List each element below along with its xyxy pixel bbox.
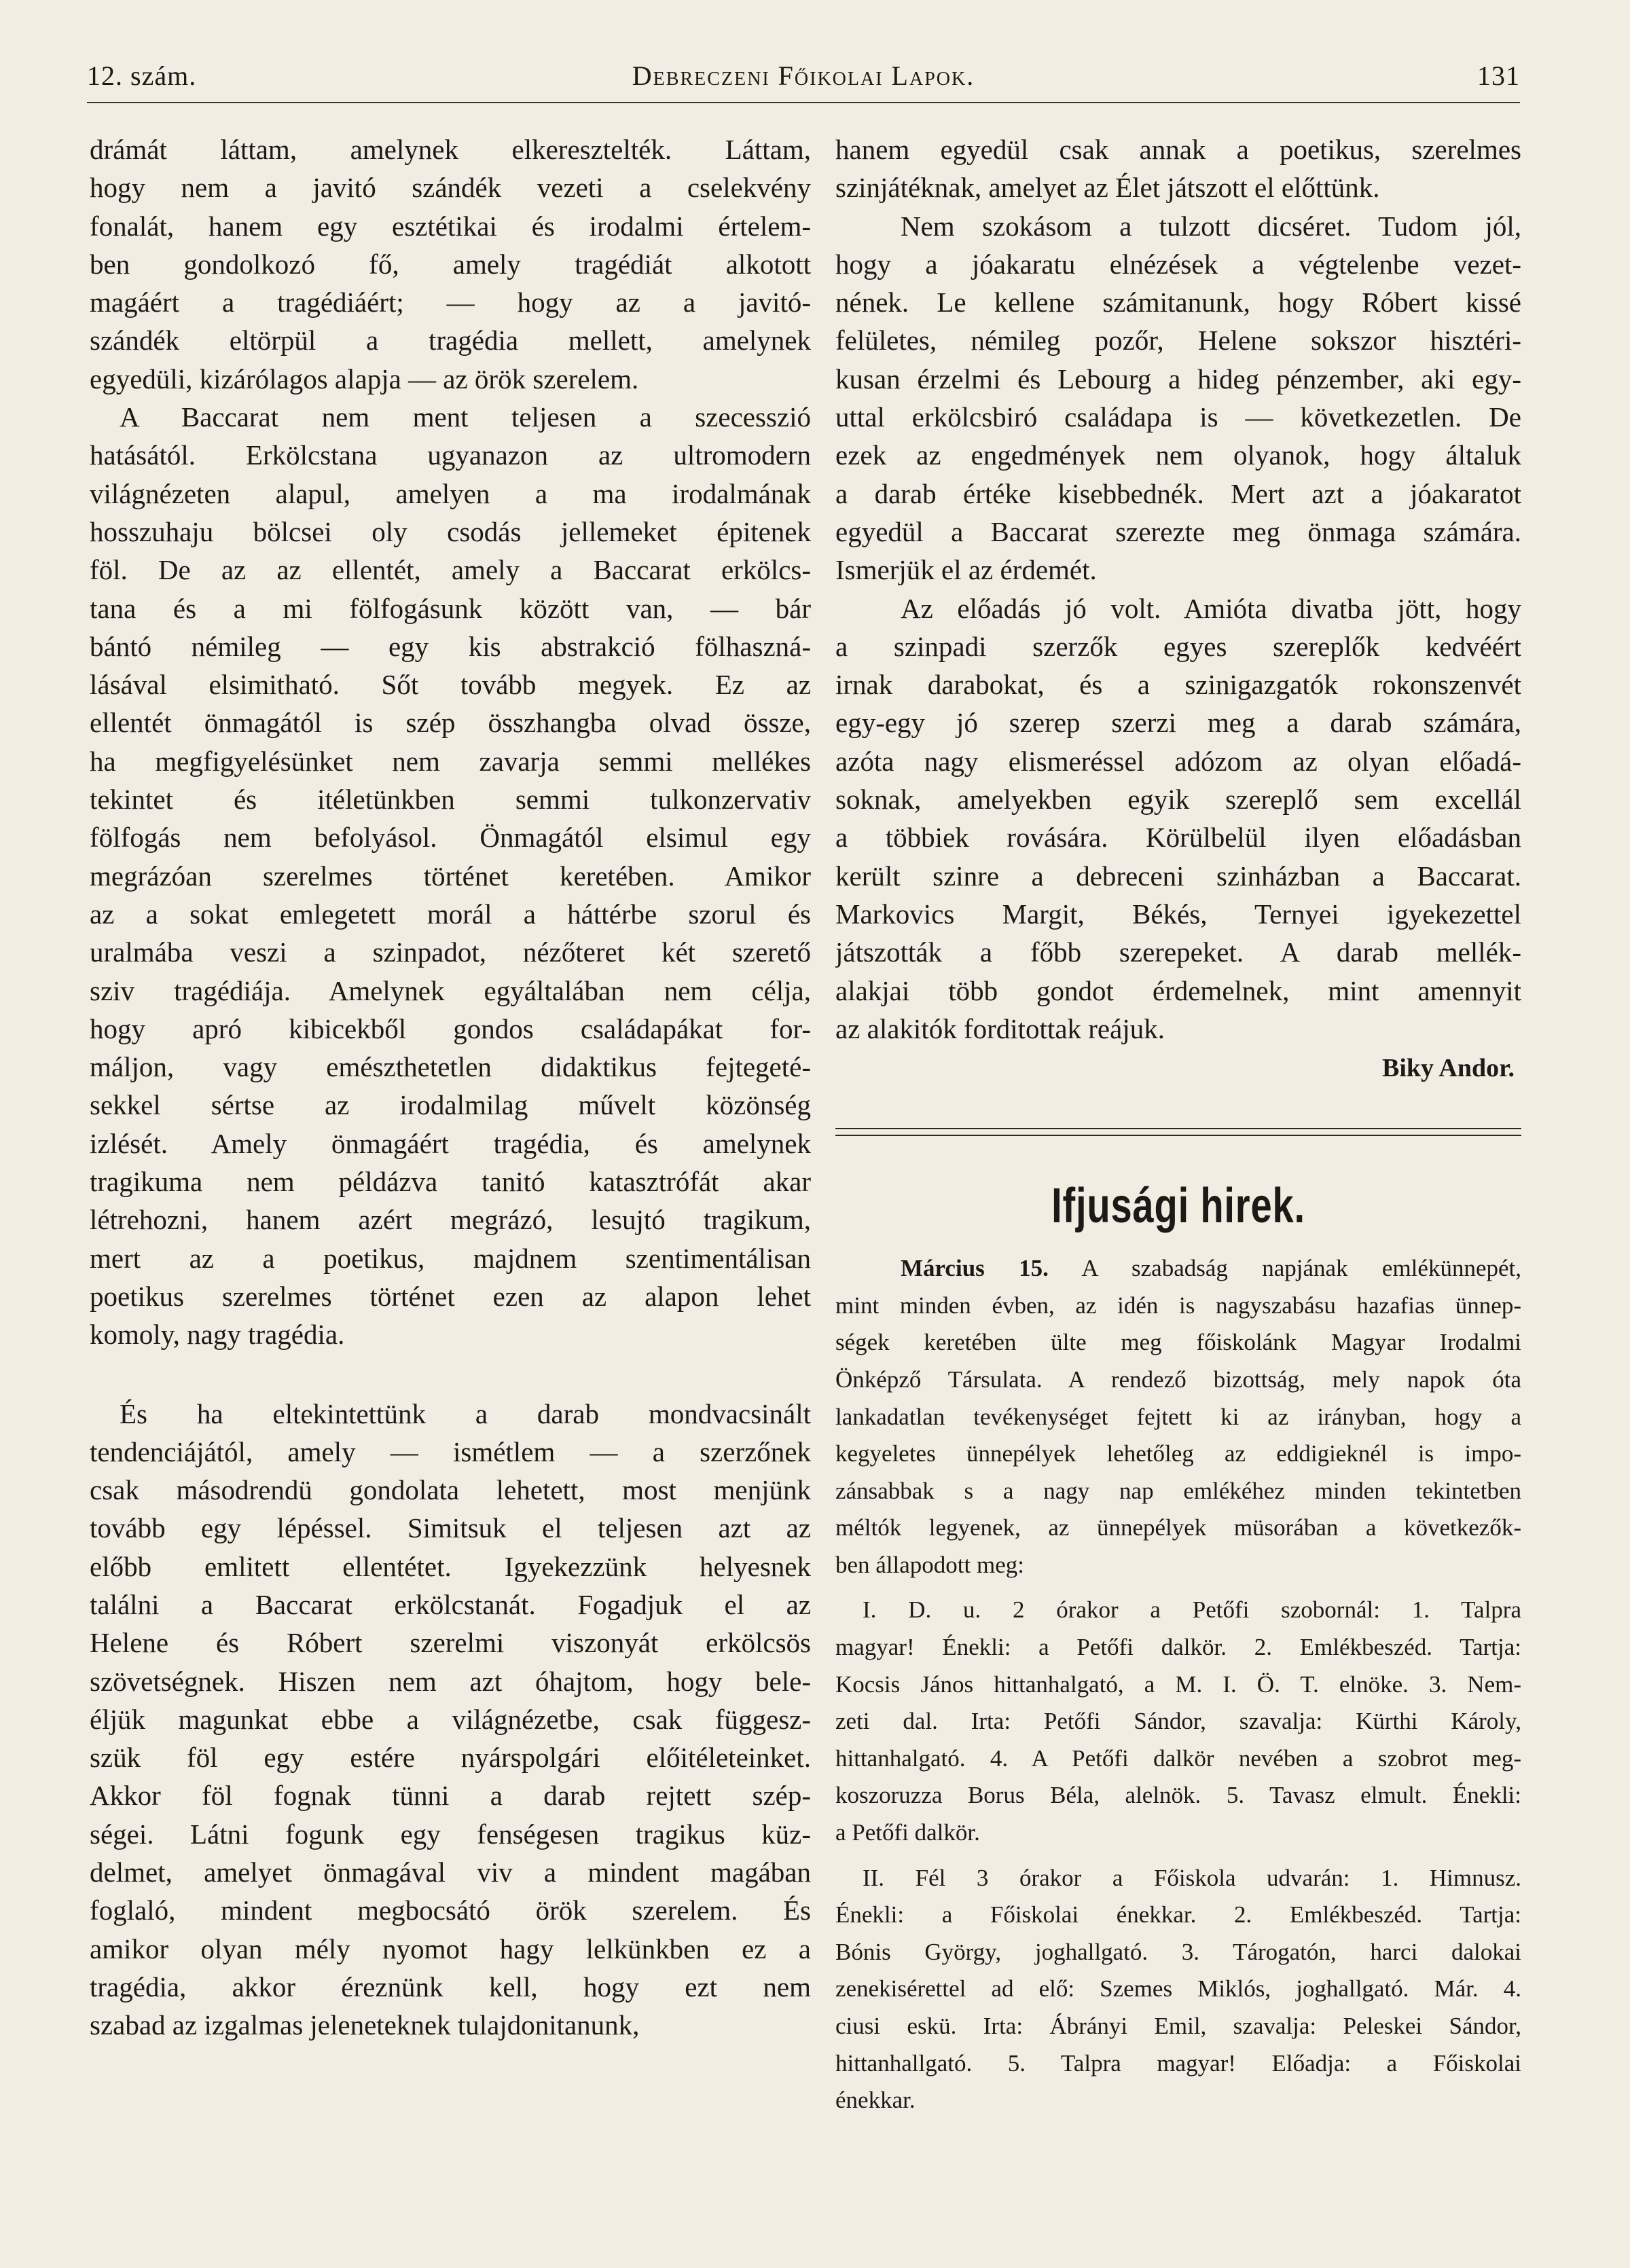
section-title: Ifjusági hirek.: [1051, 1179, 1305, 1234]
text-line: tekintet és itéletünkben semmi tulkonzervativ: [90, 784, 811, 816]
text-line: hittanhallgató. 5. Talpra magyar! Előadja: a Főiskolai: [835, 2049, 1521, 2077]
text-line: És ha eltekintettünk a darab mondvacsinált: [120, 1397, 811, 1429]
text-line: I. D. u. 2 órakor a Petőfi szobornál: 1. Talpra: [863, 1596, 1521, 1624]
text-line: zánsabbak s a nagy nap emlékéhez minden tekintetben: [835, 1477, 1521, 1504]
text-line: az alakitók forditottak reájuk.: [835, 1012, 1165, 1044]
text-line: tana és a mi fölfogásunk között van, — bár: [90, 592, 811, 624]
text-line: II. Fél 3 órakor a Főiskola udvarán: 1. Himnusz.: [863, 1864, 1521, 1891]
text-line: a szinpadi szerzők egyes szereplők kedvéért: [835, 630, 1521, 662]
text-line: föl. De az az ellentét, amely a Baccarat erkölcs-: [90, 554, 811, 586]
text-line: hosszuhaju bölcsei oly csodás jellemeket épitenek: [90, 515, 811, 547]
text-line: uttal erkölcsbiró családapa is — következetlen. De: [835, 401, 1521, 433]
text-line: Énekli: a Főiskolai énekkar. 2. Emlékbeszéd. Tartja:: [835, 1901, 1521, 1928]
text-line: soknak, amelyekben egyik szereplő sem excellál: [835, 784, 1521, 816]
left-column: [90, 130, 811, 2045]
text-line: ben állapodott meg:: [835, 1551, 1024, 1578]
text-line: fonalát, hanem egy esztétikai és irodalmi értelem-: [90, 210, 811, 242]
text-line: fölfogás nem befolyásol. Önmagától elsimul egy: [90, 822, 811, 854]
text-line: ezek az engedmények nem olyanok, hogy általuk: [835, 439, 1521, 471]
text-line: hittanhalgató. 4. A Petőfi dalkör nevében a szobrot meg-: [835, 1744, 1521, 1772]
text-line: uralmába veszi a szinpadot, nézőteret két szerető: [90, 936, 811, 968]
text-line: ben gondolkozó fő, amely tragédiát alkotott: [90, 248, 811, 280]
text-line: drámát láttam, amelynek elkeresztelték. Láttam,: [90, 134, 811, 165]
text-line: lásával elsimitható. Sőt tovább megyek. Ez az: [90, 669, 811, 701]
text-line: egyedül a Baccarat szerezte meg önmaga számára.: [835, 515, 1521, 547]
text-line: mert az a poetikus, majdnem szentimentálisan: [90, 1242, 811, 1274]
text-line: hogy nem a javitó szándék vezeti a cselekvény: [90, 172, 811, 204]
text-line: egyedüli, kizárólagos alapja — az örök szerelem.: [90, 363, 639, 395]
text-line: hanem egyedül csak annak a poetikus, szerelmes: [835, 134, 1521, 165]
text-line: zeti dal. Irta: Petőfi Sándor, szavalja: Kürthi Károly,: [835, 1708, 1521, 1735]
text-line: hogy apró kibicekből gondos családapákat for-: [90, 1012, 811, 1044]
text-line: szük föl egy estére nyárspolgári előitéleteinket.: [90, 1742, 811, 1774]
paragraph-gap: [835, 1852, 1521, 1860]
text-line: létrehozni, hanem azért megrázó, lesujtó tragikum,: [90, 1204, 811, 1236]
author-signature: Biky Andor.: [1381, 1054, 1515, 1083]
text-line: sziv tragédiája. Amelynek egyáltalában nem célja,: [90, 974, 811, 1006]
text-line: amikor olyan mély nyomot hagy lelkünkben ez a: [90, 1933, 811, 1964]
text-line: komoly, nagy tragédia.: [90, 1319, 345, 1351]
text-line: tragikuma nem példázva tanitó katasztrófát akar: [90, 1166, 811, 1198]
text-line: izlését. Amely önmagáért tragédia, és amelynek: [90, 1127, 811, 1159]
text-line: a többiek rovására. Körülbelül ilyen előadásban: [835, 822, 1521, 854]
text-line: Kocsis János hittanhalgató, a M. I. Ö. T. elnöke. 3. Nem-: [835, 1670, 1521, 1698]
text-line: ha megfigyelésünket nem zavarja semmi mellékes: [90, 745, 811, 777]
text-line: ségei. Látni fogunk egy fenségesen tragikus küz-: [90, 1818, 811, 1850]
text-line: lankadatlan tevékenységet fejtett ki az irányban, hogy a: [835, 1403, 1521, 1430]
text-line: nének. Le kellene számitanunk, hogy Róbert kissé: [835, 287, 1521, 318]
text-line: Bónis György, joghallgató. 3. Tárogatón, harci dalokai: [835, 1938, 1521, 1965]
text-line: ségek keretében ülte meg főiskolánk Magyar Irodalmi: [835, 1329, 1521, 1356]
text-line: tendenciájától, amely — ismétlem — a szerzőnek: [90, 1435, 811, 1467]
text-line: Markovics Margit, Békés, Ternyei igyekezettel: [835, 898, 1521, 930]
text-line: A Baccarat nem ment teljesen a szecesszió: [120, 401, 811, 433]
text-line: éljük magunkat ebbe a világnézetbe, csak függesz-: [90, 1703, 811, 1735]
text-line: koszoruzza Borus Béla, alelnök. 5. Tavasz elmult. Énekli:: [835, 1782, 1521, 1809]
text-line: magáért a tragédiáért; — hogy az a javitó-: [90, 287, 811, 318]
text-line: poetikus szerelmes történet ezen az alapon lehet: [90, 1280, 811, 1312]
text-line: tragédia, akkor éreznünk kell, hogy ezt nem: [90, 1971, 811, 2002]
text-line: Az előadás jó volt. Amióta divatba jött, hogy: [901, 592, 1521, 624]
text-line: foglaló, mindent megbocsátó örök szerelem. És: [90, 1895, 811, 1926]
issue-number: 12. szám.: [87, 60, 197, 91]
text-line: hogy a jóakaratu elnézések a végtelenbe vezet-: [835, 248, 1521, 280]
text-line: szándék eltörpül a tragédia mellett, amelynek: [90, 325, 811, 356]
paragraph-gap: [835, 1584, 1521, 1592]
right-column: [835, 130, 1521, 2119]
text-line: azóta nagy elismeréssel adózom az olyan előadá-: [835, 745, 1521, 777]
text-line: kusan érzelmi és Lebourg a hideg pénzember, aki egy-: [835, 363, 1521, 395]
text-line: szinjátéknak, amelyet az Élet játszott el előttünk.: [835, 172, 1380, 204]
text-line: világnézeten alapul, amelyen a ma irodalmának: [90, 477, 811, 509]
right-column-text: [835, 130, 1521, 1048]
text-line: hatásától. Erkölcstana ugyanazon az ultromodern: [90, 439, 811, 471]
text-line: egy-egy jó szerep szerzi meg a darab számára,: [835, 707, 1521, 739]
text-line: csak másodrendü gondolata lehetett, most menjünk: [90, 1474, 811, 1506]
text-line: előbb emlitett ellentétet. Igyekezzünk helyesnek: [90, 1550, 811, 1582]
text-line: megrázóan szerelmes történet keretében. Amikor: [90, 860, 811, 892]
text-line: Ismerjük el az érdemét.: [835, 554, 1097, 586]
page-number: 131: [1477, 60, 1520, 91]
text-line: játszották a főbb szerepeket. A darab mellék-: [835, 936, 1521, 968]
text-line: a Petőfi dalkör.: [835, 1819, 980, 1846]
left-column-text: [90, 130, 811, 2045]
text-line: zenekisérettel ad elő: Szemes Miklós, joghallgató. Már. 4.: [835, 1975, 1521, 2002]
text-line: delmet, amelyet önmagával viv a mindent magában: [90, 1857, 811, 1888]
text-line: került szinre a debreceni szinházban a Baccarat.: [835, 860, 1521, 892]
text-line: találni a Baccarat erkölcstanát. Fogadjuk el az: [90, 1588, 811, 1620]
text-line: kegyeletes ünnepélyek lehetőleg az eddigieknél is impo-: [835, 1440, 1521, 1467]
text-line: mint minden évben, az idén is nagyszabásu hazafias ünnep-: [835, 1292, 1521, 1319]
text-line: irnak darabokat, és a szinigazgatók rokonszenvét: [835, 669, 1521, 701]
text-line: felületes, némileg pozőr, Helene sokszor hisztéri-: [835, 325, 1521, 356]
header-rule: [87, 102, 1520, 103]
text-line: ciusi eskü. Irta: Ábrányi Emil, szavalja: Peleskei Sándor,: [835, 2013, 1521, 2039]
text-line: szövetségnek. Hiszen nem azt óhajtom, hogy bele-: [90, 1665, 811, 1697]
text-line: Nem szokásom a tulzott dicséret. Tudom jól,: [901, 210, 1521, 242]
text-line: Március 15. A szabadság napjának emlékünnepét,: [901, 1255, 1521, 1282]
news-section-text: [835, 1250, 1521, 2119]
text-line: szabad az izgalmas jeleneteknek tulajdonitanunk,: [90, 2009, 640, 2041]
text-line: az a sokat emlegetett morál a háttérbe szorul és: [90, 898, 811, 930]
text-line: sekkel sértse az irodalmilag művelt közönség: [90, 1089, 811, 1121]
text-line: tovább egy lépéssel. Simitsuk el teljesen azt az: [90, 1512, 811, 1544]
text-line: méltók legyenek, az ünnepélyek müsorában a következők-: [835, 1514, 1521, 1541]
text-line: ellentét önmagától is szép összhangba olvad össze,: [90, 707, 811, 739]
lead-date: Március 15.: [901, 1255, 1049, 1282]
text-line: énekkar.: [835, 2087, 916, 2114]
section-divider: [835, 1128, 1521, 1136]
text-line: bántó némileg — egy kis abstrakció fölhaszná-: [90, 630, 811, 662]
publication-title: Debreczeni Főikolai Lapok.: [632, 60, 975, 91]
text-line: magyar! Énekli: a Petőfi dalkör. 2. Emlékbeszéd. Tartja:: [835, 1634, 1521, 1661]
page-header: [87, 60, 1520, 100]
text-line: Önképző Társulata. A rendező bizottság, mely napok óta: [835, 1366, 1521, 1393]
text-line: Helene és Róbert szerelmi viszonyát erkölcsös: [90, 1627, 811, 1659]
text-line: alakjai több gondot érdemelnek, mint amennyit: [835, 974, 1521, 1006]
text-line: Akkor föl fognak tünni a darab rejtett szép-: [90, 1780, 811, 1812]
text-line: a darab értéke kisebbednék. Mert azt a jóakaratot: [835, 477, 1521, 509]
text-line: máljon, vagy emészthetetlen didaktikus fejtegeté-: [90, 1051, 811, 1083]
